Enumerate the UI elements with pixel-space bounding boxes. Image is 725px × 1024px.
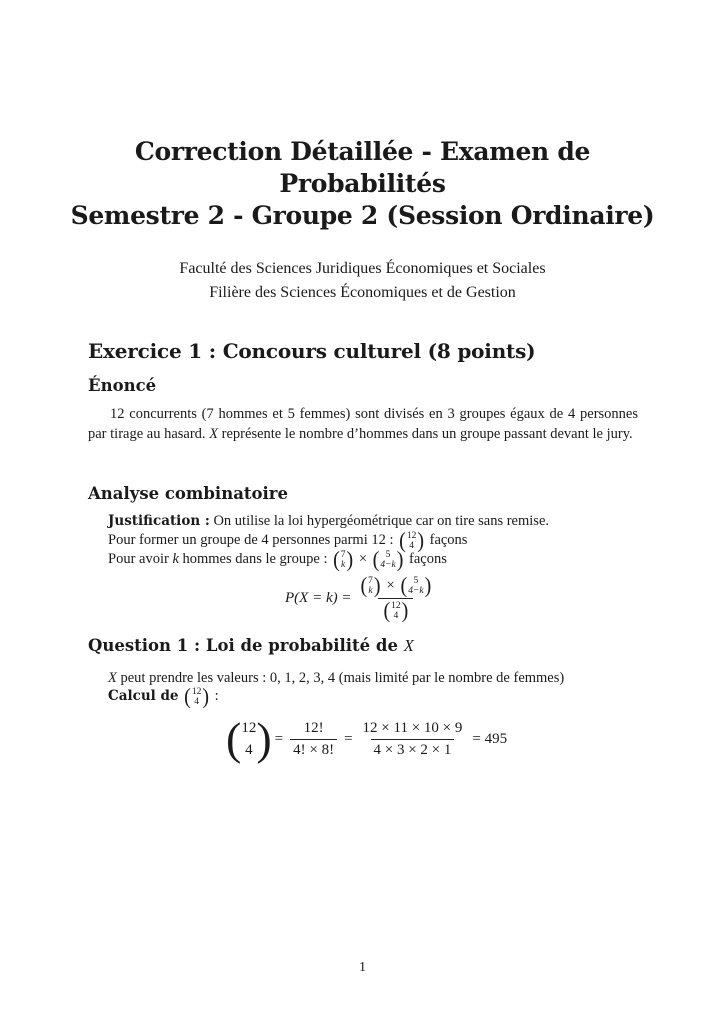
binom-5-4mk: ( 5 4−k ) — [372, 547, 404, 572]
title-line-3: Semestre 2 - Groupe 2 (Session Ordinaire) — [70, 201, 655, 230]
men-count-line: Pour avoir k hommes dans le groupe : ( 7 k ) × ( 5 4−k ) façons — [108, 547, 447, 572]
binom-12-4-display: ( 12 4 ) — [226, 713, 272, 764]
hypergeometric-formula — [285, 573, 440, 624]
binomial-result: = 495 — [472, 730, 508, 747]
justification-line: Justification : On utilise la loi hypergéométrique car on tire sans remise. — [108, 513, 550, 529]
binom-12-4: ( 12 4 ) — [399, 528, 424, 553]
var-x: X — [209, 426, 219, 442]
formula-fraction: ( 7 k ) × ( 5 4−k ) ( 12 4 ) — [360, 573, 432, 624]
binom-12-4-inline: ( 12 4 ) — [184, 684, 209, 709]
title-line-2: Probabilités — [279, 169, 446, 198]
affiliation — [60, 257, 665, 305]
exercise-1-heading: Exercice 1 : Concours culturel (8 points) — [88, 339, 536, 363]
group-count-line: Pour former un groupe de 4 personnes parmi 12 : ( 12 4 ) façons — [108, 528, 468, 553]
factorial-fraction: $\frac{12!}{4! \times 8!}$ — [290, 720, 337, 759]
department-line: Filière des Sciences Économiques et de Gestion — [209, 284, 516, 301]
values-line: X peut prendre les valeurs : 0, 1, 2, 3, 4 (mais limité par le nombre de femmes) — [108, 670, 565, 686]
enonce-paragraph: 12 concurrents (7 hommes et 5 femmes) sont divisés en 3 groupes égaux de 4 personnes par tirage au hasard. X représente le nombre d’hommes dans un groupe passant devant le jury. — [88, 406, 638, 442]
formula-lhs: P(X = k) = — [285, 590, 352, 606]
question-1-heading: Question 1 : Loi de probabilité de X — [88, 636, 414, 655]
calcul-label: Calcul de — [108, 688, 179, 704]
enonce-heading: Énoncé — [88, 376, 157, 395]
page-number: 1 — [359, 960, 366, 975]
binom-7-k: ( 7 k ) — [333, 547, 354, 572]
binomial-calculation: ( 12 4 ) = $\frac{12!}{4! \times 8!}$ = $\frac{12 \times 11 \times 10 \times 9}{4 \times 3 \times 2 \times 1}$ = 495 — [226, 713, 508, 764]
document-title — [60, 136, 665, 232]
analyse-heading: Analyse combinatoire — [88, 484, 288, 503]
calcul-line: Calcul de ( 12 4 ) : — [108, 684, 219, 709]
product-fraction: $\frac{12 \times 11 \times 10 \times 9}{4 \times 3 \times 2 \times 1}$ — [362, 719, 463, 758]
justification-label: Justification : — [108, 513, 210, 529]
title-line-1: Correction Détaillée - Examen de — [134, 137, 591, 166]
faculty-line: Faculté des Sciences Juridiques Économiques et Sociales — [179, 260, 546, 277]
